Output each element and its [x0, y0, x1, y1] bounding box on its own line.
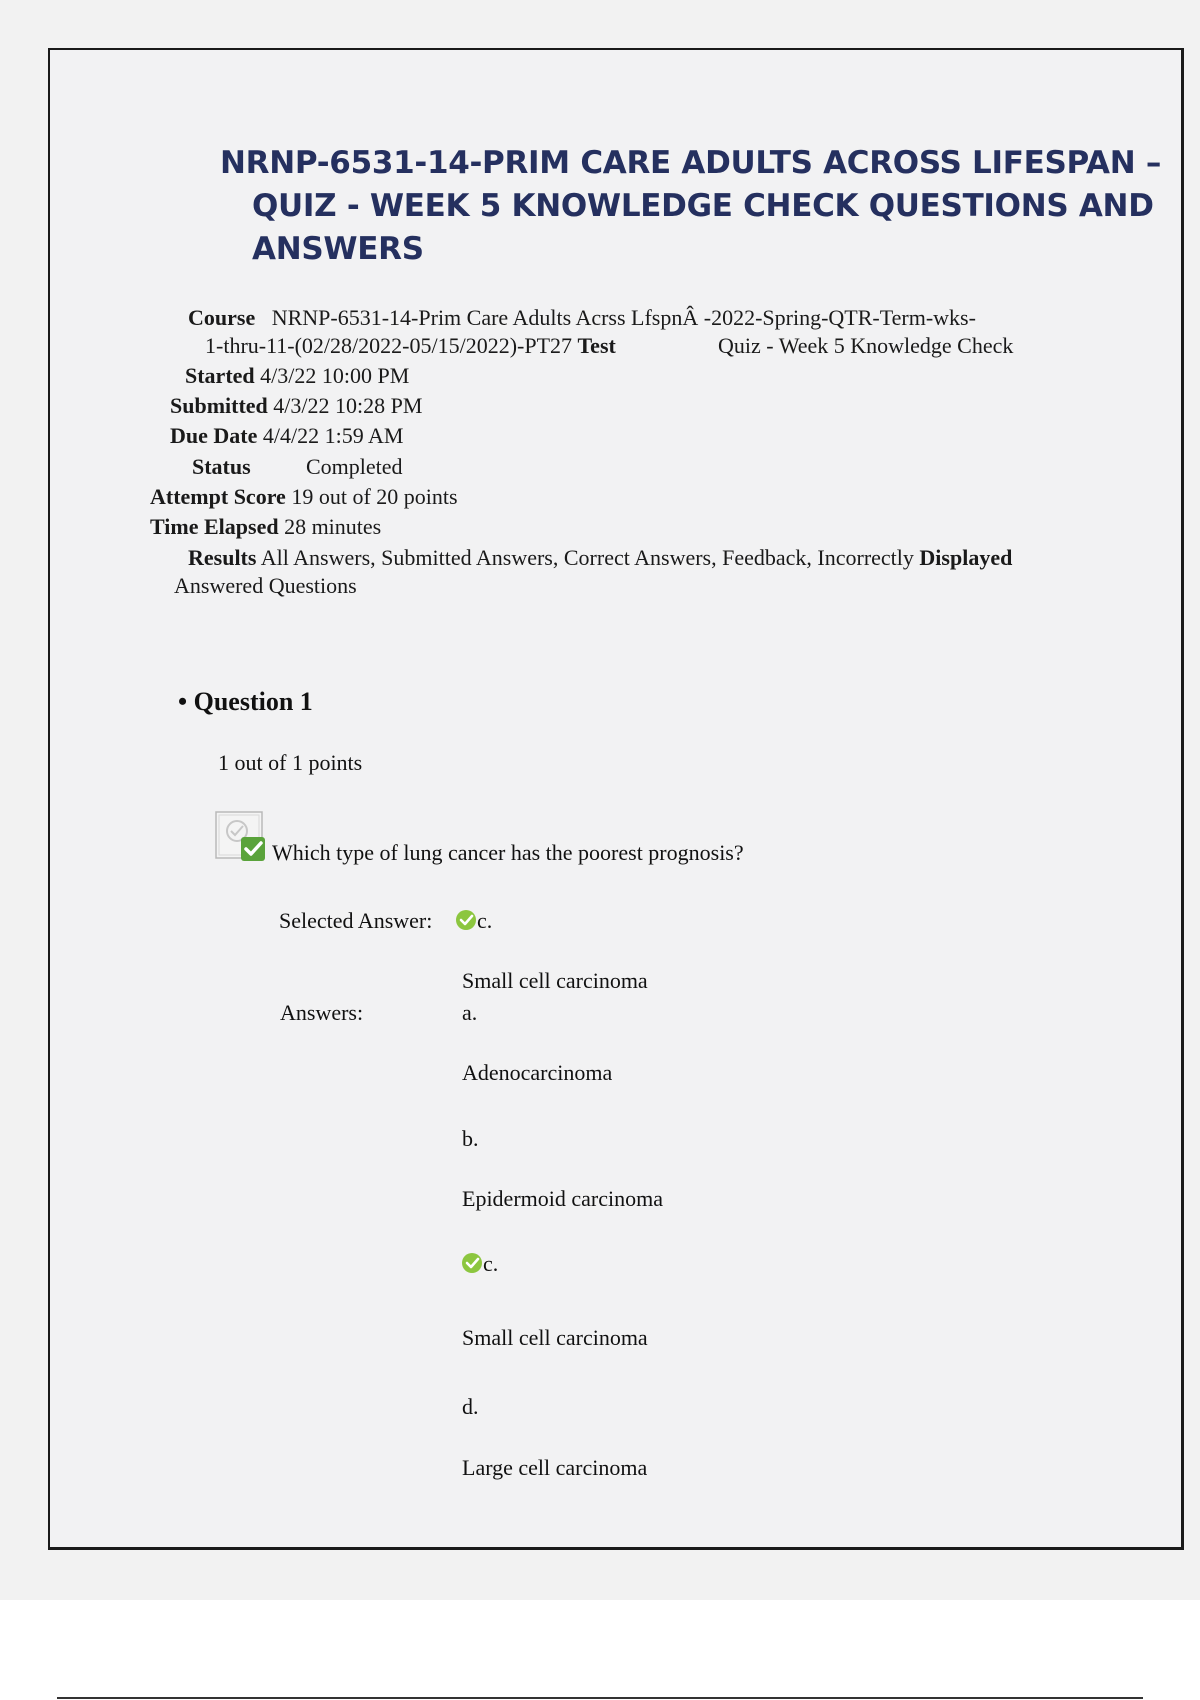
status-label: Status [192, 454, 251, 479]
submitted-label: Submitted [170, 393, 268, 418]
elapsed-value: 28 minutes [284, 514, 382, 539]
due-date-row [170, 421, 403, 451]
started-row [185, 361, 409, 391]
results-row [188, 543, 1012, 573]
due-date-label: Due Date [170, 423, 258, 448]
results-label: Results [188, 545, 257, 570]
selected-answer-text: Small cell carcinoma [462, 968, 648, 993]
graded-correct-icon [215, 811, 267, 863]
started-label: Started [185, 363, 255, 388]
selected-answer-label: Selected Answer: [279, 908, 433, 933]
option-b-letter: b. [462, 1126, 479, 1151]
submitted-value: 4/3/22 10:28 PM [273, 393, 423, 418]
option-a-letter: a. [462, 1000, 478, 1025]
page-bottom-rule [57, 1697, 1143, 1699]
elapsed-row [150, 512, 381, 542]
option-b-text: Epidermoid carcinoma [462, 1186, 663, 1211]
score-row [150, 482, 458, 512]
elapsed-label: Time Elapsed [150, 514, 279, 539]
course-row [188, 303, 976, 333]
submitted-row [170, 391, 422, 421]
test-value: Quiz - Week 5 Knowledge Check [718, 333, 1014, 358]
answers-label: Answers: [280, 1000, 364, 1025]
title-line-2: QUIZ - WEEK 5 KNOWLEDGE CHECK QUESTIONS AND [252, 188, 1154, 224]
question-points: 1 out of 1 points [218, 750, 363, 775]
course-test-row [205, 331, 616, 361]
question-heading: • Question 1 [178, 687, 313, 716]
check-circle-icon [461, 1252, 483, 1274]
page-bottom-band [0, 1600, 1200, 1700]
course-value-cont: 1-thru-11-(02/28/2022-05/15/2022)-PT27 [205, 333, 573, 358]
course-value: NRNP-6531-14-Prim Care Adults Acrss LfspnÂ -2022-Spring-QTR-Term-wks- [271, 305, 976, 330]
results-displayed: Displayed [919, 545, 1013, 570]
option-d-letter: d. [462, 1394, 479, 1419]
course-label: Course [188, 305, 256, 330]
results-value-cont: Answered Questions [174, 573, 357, 598]
results-value: All Answers, Submitted Answers, Correct Answers, Feedback, Incorrectly [260, 545, 914, 570]
question-text: Which type of lung cancer has the poorest prognosis? [272, 840, 744, 865]
document-title [220, 142, 1162, 271]
due-date-value: 4/4/22 1:59 AM [262, 423, 404, 448]
selected-answer [455, 908, 492, 934]
option-c-text: Small cell carcinoma [462, 1325, 648, 1350]
score-label: Attempt Score [150, 484, 286, 509]
status-value: Completed [306, 454, 403, 479]
score-value: 19 out of 20 points [291, 484, 458, 509]
title-line-3: ANSWERS [252, 231, 424, 267]
selected-answer-letter: c. [477, 908, 493, 933]
option-c-letter: c. [461, 1251, 498, 1277]
title-line-1: NRNP-6531-14-PRIM CARE ADULTS ACROSS LIFESPAN – [220, 145, 1162, 181]
option-a-text: Adenocarcinoma [462, 1060, 613, 1085]
option-d-text: Large cell carcinoma [462, 1455, 648, 1480]
started-value: 4/3/22 10:00 PM [260, 363, 410, 388]
test-label: Test [577, 333, 616, 358]
check-circle-icon [455, 909, 477, 931]
